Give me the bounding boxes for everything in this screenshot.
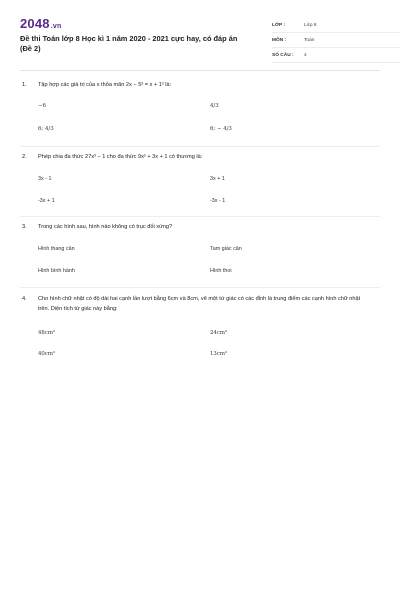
question-text: Tập hợp các giá trị của x thỏa mãn 2x − 5² = x + 1² là: <box>38 82 172 88</box>
question-number: 2. <box>22 154 27 160</box>
question-text: Trong các hình sau, hình nào không có trục đối xứng? <box>38 224 173 230</box>
answer-option[interactable]: 48cm² <box>38 330 56 336</box>
question-4 <box>22 294 380 314</box>
question-1 <box>22 80 380 90</box>
question-text: Phép chia đa thức 27x³ − 1 cho đa thức 9x² + 3x + 1 có thương là: <box>38 154 203 160</box>
meta-row-count <box>272 48 400 63</box>
question-2 <box>22 152 380 162</box>
answer-option[interactable]: 6; − 4/3 <box>210 126 232 132</box>
question-number: 3. <box>22 224 27 230</box>
meta-value: Toán <box>304 37 315 43</box>
logo-text: 2048 <box>20 16 50 31</box>
meta-label: MÔN : <box>272 37 287 43</box>
question-number: 1. <box>22 82 27 88</box>
question-3 <box>22 222 380 232</box>
answer-option[interactable]: 4/3 <box>210 103 219 109</box>
answer-option[interactable]: 3x - 1 <box>38 176 52 182</box>
logo-suffix: .vn <box>50 23 62 30</box>
answer-option[interactable]: 13cm² <box>210 351 228 357</box>
question-separator <box>20 146 380 147</box>
answer-option[interactable]: 6; 4/3 <box>38 126 54 132</box>
header-divider <box>20 70 380 71</box>
meta-label: LỚP : <box>272 22 286 28</box>
exam-meta <box>272 18 400 63</box>
question-number: 4. <box>22 296 27 302</box>
meta-row-subject <box>272 33 400 48</box>
page-title: Đề thi Toán lớp 8 Học kì 1 năm 2020 - 2021 cực hay, có đáp án (Đề 2) <box>20 34 238 53</box>
header <box>20 14 380 66</box>
answer-option[interactable]: -3x + 1 <box>38 198 55 204</box>
meta-value: 4 <box>304 52 307 58</box>
answer-option[interactable]: -3x - 1 <box>210 198 226 204</box>
answer-option[interactable]: Hình thang cân <box>38 246 75 252</box>
site-logo[interactable] <box>20 16 61 31</box>
answer-option[interactable]: 3x + 1 <box>210 176 225 182</box>
meta-row-class <box>272 18 400 33</box>
question-text: Cho hình chữ nhật có độ dài hai cạnh lần lượt bằng 6cm và 8cm, vẽ một tứ giác có các đỉnh là trung điểm các cạnh hình chữ nhật trên. Diện tích tứ giác này bằng: <box>38 296 361 312</box>
answer-option[interactable]: Tam giác cân <box>210 246 242 252</box>
question-separator <box>20 287 380 288</box>
meta-label: SỐ CÂU : <box>272 52 294 58</box>
answer-option[interactable]: 40cm² <box>38 351 56 357</box>
answer-option[interactable]: Hình bình hành <box>38 268 75 274</box>
answer-option[interactable]: −6 <box>38 103 46 109</box>
answer-option[interactable]: 24cm² <box>210 330 228 336</box>
answer-option[interactable]: Hình thoi <box>210 268 232 274</box>
meta-value: Lớp 8 <box>304 22 317 28</box>
question-separator <box>20 216 380 217</box>
